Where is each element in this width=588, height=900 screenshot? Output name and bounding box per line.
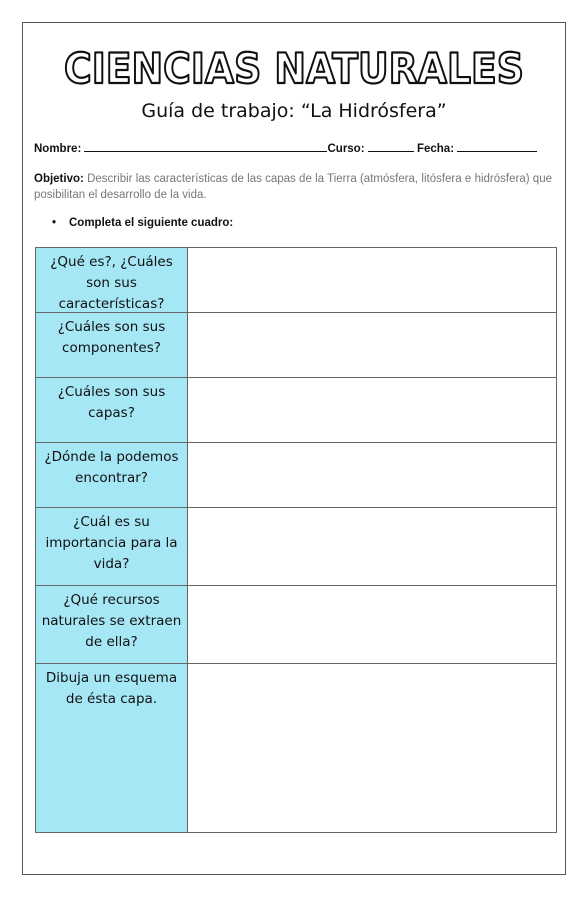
objective-label: Objetivo: [34, 173, 84, 185]
answer-cell[interactable] [188, 378, 557, 442]
table-row [36, 313, 557, 378]
table-row [36, 378, 557, 443]
curso-label: Curso: [327, 143, 365, 155]
answer-cell[interactable] [188, 248, 557, 312]
table-row [36, 586, 557, 664]
objective [34, 171, 552, 203]
answer-cell[interactable] [188, 664, 557, 832]
question-cell: ¿Qué es?, ¿Cuáles son sus características? [36, 248, 188, 312]
subtitle: Guía de trabajo: “La Hidrósfera” [141, 100, 447, 122]
table-row [36, 508, 557, 586]
instruction-text: Completa el siguiente cuadro: [69, 217, 234, 229]
table-row [36, 664, 557, 833]
answer-cell[interactable] [188, 313, 557, 377]
fecha-field[interactable] [457, 141, 537, 152]
nombre-label: Nombre: [34, 143, 82, 155]
fecha-label: Fecha: [416, 143, 455, 155]
answer-cell[interactable] [188, 443, 557, 507]
question-cell: ¿Cuáles son sus componentes? [36, 313, 188, 377]
question-cell: ¿Cuál es su importancia para la vida? [36, 508, 188, 585]
bullet-icon: • [52, 217, 57, 229]
page-title-text: CIENCIAS NATURALES [64, 44, 524, 92]
page-title [0, 40, 588, 92]
worksheet-table [35, 247, 557, 833]
answer-cell[interactable] [188, 586, 557, 663]
question-cell: Dibuja un esquema de ésta capa. [36, 664, 188, 832]
question-cell: ¿Qué recursos naturales se extraen de ella? [36, 586, 188, 663]
student-info-line [34, 141, 554, 155]
table-row [36, 443, 557, 508]
curso-field[interactable] [368, 141, 414, 152]
instruction [52, 217, 233, 229]
answer-cell[interactable] [188, 508, 557, 585]
question-cell: ¿Cuáles son sus capas? [36, 378, 188, 442]
table-row [36, 248, 557, 313]
question-cell: ¿Dónde la podemos encontrar? [36, 443, 188, 507]
objective-text: Describir las características de las capas de la Tierra (atmósfera, litósfera e hidrósfera) que posibilitan el desarrollo de la vida. [34, 173, 552, 201]
nombre-field[interactable] [84, 141, 327, 152]
